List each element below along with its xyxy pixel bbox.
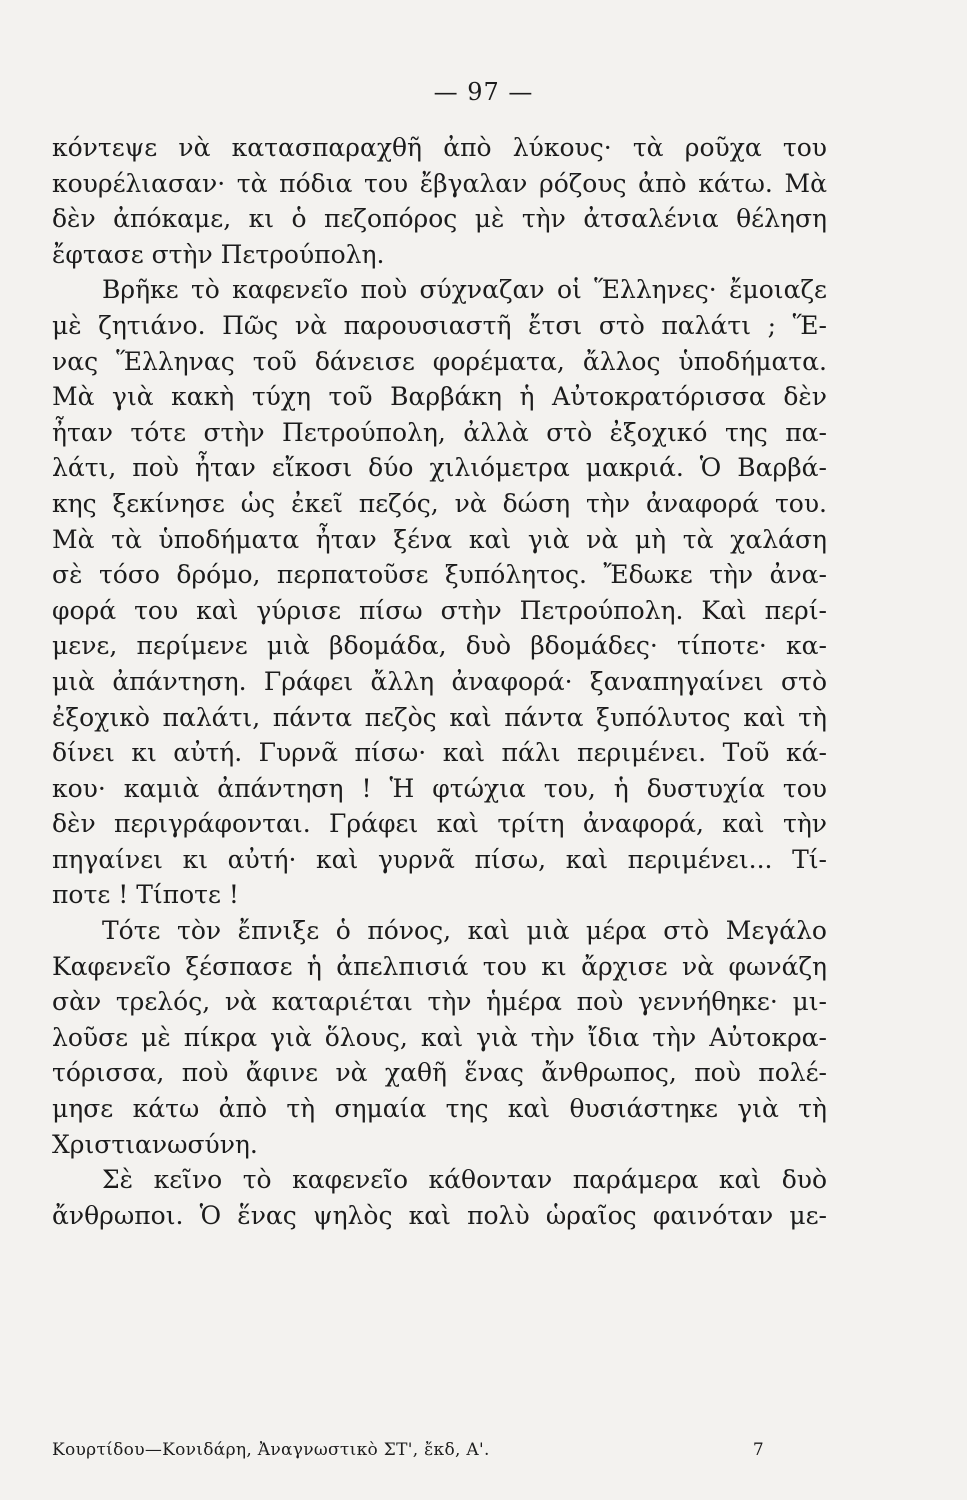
page-number: — 97 —: [433, 78, 534, 106]
text-line: σὰν τρελός, νὰ καταριέται τὴν ἡμέρα ποὺ γεννήθηκε· μι-: [52, 987, 827, 1017]
text-line: σὲ τόσο δρόμο, περπατοῦσε ξυπόλητος. Ἔδωκε τὴν ἀνα-: [52, 560, 827, 590]
body-text: [52, 130, 827, 1233]
text-line: κης ξεκίνησε ὡς ἐκεῖ πεζός, νὰ δώση τὴν ἀναφορά του.: [52, 488, 827, 518]
text-line: ἔφτασε στὴν Πετρούπολη.: [52, 239, 385, 269]
text-line: κόντεψε νὰ κατασπαραχθῆ ἀπὸ λύκους· τὰ ροῦχα του: [52, 133, 827, 162]
text-line: δίνει κι αὐτή. Γυρνᾶ πίσω· καὶ πάλι περιμένει. Τοῦ κά-: [52, 738, 827, 768]
text-line: κουρέλιασαν· τὰ πόδια του ἔβγαλαν ρόζους ἀπὸ κάτω. Μὰ: [52, 168, 827, 198]
text-line: μὲ ζητιάνο. Πῶς νὰ παρουσιαστῆ ἔτσι στὸ παλάτι ; Ἕ-: [52, 310, 827, 340]
text-line: λάτι, ποὺ ἦταν εἴκοσι δύο χιλιόμετρα μακριά. Ὁ Βαρβά-: [52, 453, 827, 483]
footer-citation: Κουρτίδου—Κονιδάρη, Ἀναγνωστικὸ ΣΤ', ἔκδ, Α'.: [52, 1440, 490, 1460]
text-line: τόρισσα, ποὺ ἄφινε νὰ χαθῆ ἕνας ἄνθρωπος, ποὺ πολέ-: [52, 1058, 827, 1088]
text-line: μιὰ ἀπάντηση. Γράφει ἄλλη ἀναφορά· ξαναπηγαίνει στὸ: [52, 666, 827, 696]
text-line: κου· καμιὰ ἀπάντηση ! Ἡ φτώχια του, ἡ δυστυχία του: [52, 773, 827, 803]
text-line: ἐξοχικὸ παλάτι, πάντα πεζὸς καὶ πάντα ξυπόλυτος καὶ τὴ: [52, 702, 827, 732]
text-line: Μὰ γιὰ κακὴ τύχη τοῦ Βαρβάκη ἡ Αὐτοκρατόρισσα δὲν: [52, 382, 827, 412]
text-line: νας Ἕλληνας τοῦ δάνεισε φορέματα, ἄλλος ὑποδήματα.: [52, 346, 827, 376]
text-line: πηγαίνει κι αὐτή· καὶ γυρνᾶ πίσω, καὶ περιμένει... Τί-: [52, 844, 827, 874]
page-footer: [52, 1440, 764, 1460]
text-line: Χριστιανωσύνη.: [52, 1129, 258, 1159]
text-line: δὲν ἀπόκαμε, κι ὁ πεζοπόρος μὲ τὴν ἀτσαλένια θέληση: [52, 204, 827, 234]
text-line: Καφενεῖο ξέσπασε ἡ ἀπελπισιά του κι ἄρχισε νὰ φωνάζη: [52, 951, 827, 981]
text-line: Τότε τὸν ἔπνιξε ὁ πόνος, καὶ μιὰ μέρα στὸ Μεγάλο: [102, 916, 827, 946]
signature-mark: 7: [752, 1440, 764, 1460]
text-line: Βρῆκε τὸ καφενεῖο ποὺ σύχναζαν οἱ Ἕλληνες· ἔμοιαζε: [102, 275, 827, 305]
text-line: Μὰ τὰ ὑποδήματα ἦταν ξένα καὶ γιὰ νὰ μὴ τὰ χαλάση: [52, 524, 827, 554]
text-line: Σὲ κεῖνο τὸ καφενεῖο κάθονταν παράμερα καὶ δυὸ: [102, 1165, 827, 1195]
text-line: μενε, περίμενε μιὰ βδομάδα, δυὸ βδομάδες· τίποτε· κα-: [52, 631, 827, 661]
text-line: ἦταν τότε στὴν Πετρούπολη, ἀλλὰ στὸ ἐξοχικό της πα-: [52, 417, 827, 447]
text-line: ἄνθρωποι. Ὁ ἕνας ψηλὸς καὶ πολὺ ὡραῖος φαινόταν με-: [52, 1200, 827, 1230]
text-line: μησε κάτω ἀπὸ τὴ σημαία της καὶ θυσιάστηκε γιὰ τὴ: [52, 1094, 827, 1124]
text-line: ποτε ! Τίποτε !: [52, 880, 239, 910]
text-line: δὲν περιγράφονται. Γράφει καὶ τρίτη ἀναφορά, καὶ τὴν: [52, 809, 827, 839]
text-line: λοῦσε μὲ πίκρα γιὰ ὅλους, καὶ γιὰ τὴν ἴδια τὴν Αὐτοκρα-: [52, 1022, 827, 1052]
text-line: φορά του καὶ γύρισε πίσω στὴν Πετρούπολη. Καὶ περί-: [52, 595, 827, 625]
